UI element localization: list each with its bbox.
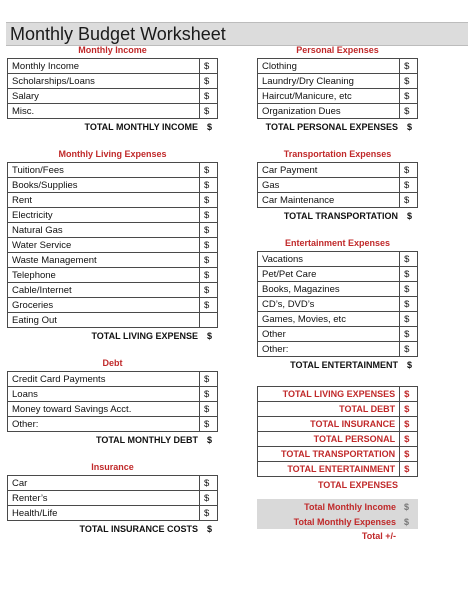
amount-cell[interactable]: $ xyxy=(400,282,418,297)
table-row xyxy=(258,282,418,297)
amount-cell[interactable]: $ xyxy=(400,312,418,327)
table-row xyxy=(8,476,218,491)
total-row xyxy=(7,432,218,448)
monthly-totals-table xyxy=(257,499,418,529)
total-label: TOTAL INSURANCE COSTS xyxy=(79,524,198,534)
table-row xyxy=(8,238,218,253)
table-row xyxy=(258,342,418,357)
row-label: Tuition/Fees xyxy=(8,163,200,178)
personal-table xyxy=(257,58,418,119)
living-table xyxy=(7,162,218,328)
section-title: Entertainment Expenses xyxy=(284,238,391,248)
title-bar xyxy=(6,22,468,46)
amount-cell[interactable]: $ xyxy=(200,223,218,238)
amount-cell[interactable]: $ xyxy=(200,417,218,432)
row-label: Scholarships/Loans xyxy=(8,74,200,89)
amount-cell[interactable]: $ xyxy=(400,163,418,178)
amount-cell[interactable]: $ xyxy=(200,89,218,104)
net-total-label: Total +/- xyxy=(361,531,396,541)
table-row xyxy=(8,402,218,417)
total-label: TOTAL TRANSPORTATION xyxy=(283,211,398,221)
table-row xyxy=(8,178,218,193)
total-label: TOTAL PERSONAL EXPENSES xyxy=(265,122,398,132)
table-row xyxy=(8,59,218,74)
monthly-income-section xyxy=(7,44,218,135)
debt-section xyxy=(7,357,218,448)
row-label: Pet/Pet Care xyxy=(258,267,400,282)
insurance-table xyxy=(7,475,218,521)
row-label: Other: xyxy=(258,342,400,357)
table-row xyxy=(258,312,418,327)
row-label: Money toward Savings Acct. xyxy=(8,402,200,417)
amount-cell[interactable]: $ xyxy=(400,402,418,417)
row-label: Loans xyxy=(8,387,200,402)
row-label: TOTAL TRANSPORTATION xyxy=(258,447,400,462)
page-title: Monthly Budget Worksheet xyxy=(10,24,226,44)
total-monthly-income-label: Total Monthly Income xyxy=(257,499,400,514)
table-row xyxy=(8,491,218,506)
amount-cell[interactable]: $ xyxy=(200,491,218,506)
row-label: Telephone xyxy=(8,268,200,283)
table-row xyxy=(8,89,218,104)
section-title: Transportation Expenses xyxy=(283,149,392,159)
total-amount: $ xyxy=(206,524,212,534)
income-table xyxy=(7,58,218,119)
amount-cell[interactable]: $ xyxy=(400,74,418,89)
total-row xyxy=(257,119,418,135)
table-row xyxy=(257,499,418,514)
section-title: Personal Expenses xyxy=(296,45,379,55)
total-amount: $ xyxy=(206,122,212,132)
amount-cell[interactable]: $ xyxy=(200,253,218,268)
total-row xyxy=(257,208,418,224)
row-label: Books/Supplies xyxy=(8,178,200,193)
insurance-section xyxy=(7,461,218,537)
amount-cell[interactable]: $ xyxy=(400,342,418,357)
amount-cell[interactable]: $ xyxy=(200,238,218,253)
row-label: Rent xyxy=(8,193,200,208)
table-row xyxy=(257,514,418,529)
total-amount: $ xyxy=(206,435,212,445)
amount-cell[interactable]: $ xyxy=(200,59,218,74)
table-row xyxy=(258,104,418,119)
section-title: Debt xyxy=(102,358,123,368)
row-label: CD’s, DVD’s xyxy=(258,297,400,312)
amount-cell[interactable]: $ xyxy=(200,193,218,208)
personal-expenses-section xyxy=(257,44,418,135)
table-row xyxy=(8,268,218,283)
total-expenses-row xyxy=(257,477,418,493)
amount-cell[interactable]: $ xyxy=(400,267,418,282)
total-monthly-expenses-label: Total Monthly Expenses xyxy=(257,514,400,529)
total-expenses-label: TOTAL EXPENSES xyxy=(317,480,398,490)
transportation-table xyxy=(257,162,418,208)
summary-section xyxy=(257,386,418,544)
section-title: Insurance xyxy=(91,462,134,472)
table-body xyxy=(8,59,218,119)
row-label: TOTAL INSURANCE xyxy=(258,417,400,432)
amount-cell[interactable]: $ xyxy=(200,74,218,89)
amount-cell[interactable]: $ xyxy=(400,432,418,447)
row-label: Natural Gas xyxy=(8,223,200,238)
section-title: Monthly Living Expenses xyxy=(58,149,167,159)
living-expenses-section xyxy=(7,148,218,344)
table-body xyxy=(8,372,218,432)
table-row xyxy=(258,417,418,432)
table-row xyxy=(8,253,218,268)
row-label: Credit Card Payments xyxy=(8,372,200,387)
table-body xyxy=(258,252,418,357)
table-row xyxy=(258,447,418,462)
amount-cell[interactable]: $ xyxy=(200,476,218,491)
table-row xyxy=(8,74,218,89)
table-body xyxy=(258,163,418,208)
amount-cell[interactable]: $ xyxy=(200,268,218,283)
table-row xyxy=(258,267,418,282)
table-row xyxy=(258,74,418,89)
row-label: Clothing xyxy=(258,59,400,74)
table-row xyxy=(8,104,218,119)
table-row xyxy=(258,327,418,342)
row-label: TOTAL ENTERTAINMENT xyxy=(258,462,400,477)
row-label: Cable/Internet xyxy=(8,283,200,298)
transportation-section xyxy=(257,148,418,224)
row-label: Organization Dues xyxy=(258,104,400,119)
amount-cell[interactable]: $ xyxy=(400,327,418,342)
table-row xyxy=(258,178,418,193)
table-row xyxy=(8,313,218,328)
table-body xyxy=(8,476,218,521)
table-row xyxy=(8,298,218,313)
amount-cell[interactable]: $ xyxy=(400,89,418,104)
row-label: Water Service xyxy=(8,238,200,253)
row-label: Monthly Income xyxy=(8,59,200,74)
total-row xyxy=(7,521,218,537)
amount-cell[interactable]: $ xyxy=(200,178,218,193)
table-row xyxy=(258,59,418,74)
table-row xyxy=(258,432,418,447)
row-label: TOTAL LIVING EXPENSES xyxy=(258,387,400,402)
row-label: Other xyxy=(258,327,400,342)
row-label: Car Payment xyxy=(258,163,400,178)
table-body xyxy=(258,387,418,477)
entertainment-section xyxy=(257,237,418,373)
table-row xyxy=(258,193,418,208)
row-label: Renter’s xyxy=(8,491,200,506)
amount-cell[interactable]: $ xyxy=(400,387,418,402)
amount-cell[interactable]: $ xyxy=(400,252,418,267)
table-row xyxy=(8,506,218,521)
table-row xyxy=(8,208,218,223)
total-amount: $ xyxy=(406,211,412,221)
row-label: Vacations xyxy=(258,252,400,267)
row-label: Books, Magazines xyxy=(258,282,400,297)
table-body xyxy=(258,59,418,119)
table-row xyxy=(258,402,418,417)
row-label: Haircut/Manicure, etc xyxy=(258,89,400,104)
total-amount: $ xyxy=(406,360,412,370)
amount-cell[interactable]: $ xyxy=(200,208,218,223)
total-label: TOTAL LIVING EXPENSE xyxy=(91,331,198,341)
total-amount: $ xyxy=(406,122,412,132)
table-row xyxy=(258,387,418,402)
amount-cell[interactable]: $ xyxy=(400,499,418,514)
amount-cell[interactable]: $ xyxy=(400,104,418,119)
total-label: TOTAL MONTHLY DEBT xyxy=(95,435,198,445)
table-body xyxy=(8,163,218,328)
table-row xyxy=(8,372,218,387)
net-total-row xyxy=(257,529,418,544)
table-row xyxy=(258,462,418,477)
total-label: TOTAL ENTERTAINMENT xyxy=(290,360,398,370)
row-label: Health/Life xyxy=(8,506,200,521)
table-row xyxy=(258,163,418,178)
amount-cell[interactable]: $ xyxy=(400,447,418,462)
row-label: Electricity xyxy=(8,208,200,223)
amount-cell[interactable]: $ xyxy=(400,514,418,529)
amount-cell[interactable]: $ xyxy=(400,59,418,74)
table-row xyxy=(258,297,418,312)
table-row xyxy=(8,387,218,402)
total-row xyxy=(257,357,418,373)
row-label: Games, Movies, etc xyxy=(258,312,400,327)
row-label: Other: xyxy=(8,417,200,432)
row-label: Groceries xyxy=(8,298,200,313)
row-label: Car Maintenance xyxy=(258,193,400,208)
amount-cell[interactable]: $ xyxy=(400,417,418,432)
total-label: TOTAL MONTHLY INCOME xyxy=(84,122,198,132)
row-label: Eating Out xyxy=(8,313,200,328)
amount-cell[interactable]: $ xyxy=(400,193,418,208)
total-row xyxy=(7,119,218,135)
amount-cell[interactable]: $ xyxy=(400,297,418,312)
row-label: Misc. xyxy=(8,104,200,119)
amount-cell[interactable] xyxy=(200,313,218,328)
table-row xyxy=(258,252,418,267)
total-row xyxy=(7,328,218,344)
amount-cell[interactable]: $ xyxy=(400,462,418,477)
amount-cell[interactable]: $ xyxy=(200,163,218,178)
row-label: Salary xyxy=(8,89,200,104)
table-row xyxy=(8,283,218,298)
entertainment-table xyxy=(257,251,418,357)
amount-cell[interactable]: $ xyxy=(200,402,218,417)
debt-table xyxy=(7,371,218,432)
table-row xyxy=(8,163,218,178)
row-label: Car xyxy=(8,476,200,491)
section-title: Monthly Income xyxy=(78,45,147,55)
table-row xyxy=(8,223,218,238)
total-amount: $ xyxy=(206,331,212,341)
table-row xyxy=(258,89,418,104)
table-row xyxy=(8,417,218,432)
row-label: Laundry/Dry Cleaning xyxy=(258,74,400,89)
amount-cell[interactable]: $ xyxy=(200,372,218,387)
amount-cell[interactable]: $ xyxy=(200,387,218,402)
amount-cell[interactable]: $ xyxy=(200,104,218,119)
amount-cell[interactable]: $ xyxy=(200,298,218,313)
row-label: Waste Management xyxy=(8,253,200,268)
row-label: Gas xyxy=(258,178,400,193)
amount-cell[interactable]: $ xyxy=(400,178,418,193)
amount-cell[interactable]: $ xyxy=(200,506,218,521)
summary-table xyxy=(257,386,418,477)
row-label: TOTAL DEBT xyxy=(258,402,400,417)
table-row xyxy=(8,193,218,208)
amount-cell[interactable]: $ xyxy=(200,283,218,298)
row-label: TOTAL PERSONAL xyxy=(258,432,400,447)
